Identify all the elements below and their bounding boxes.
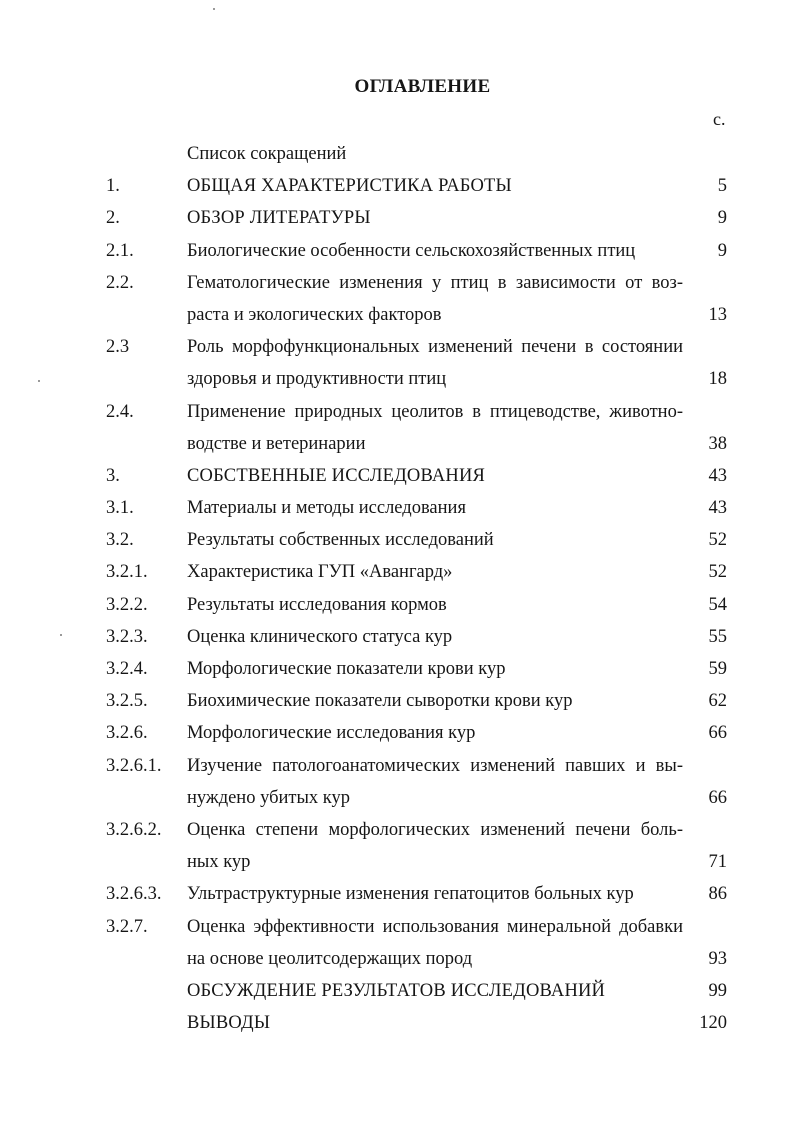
toc-entry-page: 5: [717, 176, 727, 197]
toc-entry-number: 2.2.: [106, 272, 134, 293]
page-title: ОГЛАВЛЕНИЕ: [354, 76, 491, 97]
toc-entry-number: 3.2.6.1.: [106, 755, 162, 776]
toc-entry-number: 3.1.: [106, 498, 134, 519]
toc-entry: [0, 202, 797, 234]
toc-entry: [0, 878, 797, 910]
toc-entry-title: Морфологические исследования кур: [187, 723, 476, 744]
toc-entry-title: Характеристика ГУП «Авангард»: [187, 562, 453, 583]
toc-entry-title: Оценка эффективности использования минеральной добавки: [187, 916, 683, 937]
toc-entry: [0, 363, 797, 395]
toc-entry-title: ных кур: [187, 852, 251, 873]
toc-entry-number: 3.2.7.: [106, 916, 148, 937]
toc-entry: [0, 524, 797, 556]
toc-entry-title: здоровья и продуктивности птиц: [187, 369, 447, 390]
toc-entry-title: ОБЩАЯ ХАРАКТЕРИСТИКА РАБОТЫ: [187, 176, 512, 197]
toc-entry-page: 99: [708, 980, 727, 1001]
toc-entry-title: нуждено убитых кур: [187, 787, 351, 808]
toc-entry-number: 1.: [106, 176, 120, 197]
toc-entry-page: 54: [708, 594, 727, 615]
toc-entry-number: 3.2.4.: [106, 659, 148, 679]
toc-entry: [0, 911, 797, 943]
toc-entry: [0, 396, 797, 428]
toc-entry: [0, 975, 797, 1007]
toc-entry-number: 3.2.6.2.: [106, 819, 162, 840]
toc-entry-title: ВЫВОДЫ: [187, 1013, 271, 1034]
toc-entry: [0, 428, 797, 460]
toc-entry: [0, 492, 797, 524]
toc-entry-page: 120: [699, 1013, 727, 1034]
toc-entry-page: 9: [717, 240, 727, 261]
toc-entry-page: 55: [708, 626, 727, 647]
toc-entry: [0, 782, 797, 814]
toc-entry-page: 13: [708, 304, 727, 325]
toc-entry: [0, 1007, 797, 1039]
toc-entry-number: 3.: [106, 465, 120, 486]
scan-speck: [213, 8, 215, 10]
toc-entry-page: 52: [708, 530, 727, 551]
toc-entry: [0, 717, 797, 749]
toc-entry-title: ОБЗОР ЛИТЕРАТУРЫ: [187, 208, 371, 229]
toc-entry-title: Биохимические показатели сыворотки крови кур: [187, 691, 573, 712]
toc-entry: [0, 267, 797, 299]
toc-entry-page: 62: [708, 691, 727, 712]
toc-entry: [0, 170, 797, 202]
toc-entry: [0, 589, 797, 621]
toc-entry-page: 59: [708, 659, 727, 679]
toc-entry-number: 2.: [106, 208, 120, 229]
toc-entry-number: 3.2.3.: [106, 626, 148, 647]
toc-entry: [0, 750, 797, 782]
toc-entry-title: Изучение патологоанатомических изменений павших и вы-: [187, 755, 683, 776]
toc-entry: [0, 685, 797, 717]
toc-entry-title: СОБСТВЕННЫЕ ИССЛЕДОВАНИЯ: [187, 465, 486, 486]
toc-entry-number: 3.2.6.3.: [106, 884, 162, 905]
toc-entry-title: водстве и ветеринарии: [187, 433, 366, 454]
toc-entry-page: 43: [708, 498, 727, 519]
toc-entry-page: 52: [708, 562, 727, 583]
toc-entry-title: Результаты собственных исследований: [187, 530, 494, 551]
toc-entry-number: 2.3: [106, 337, 130, 358]
toc-entry-title: ОБСУЖДЕНИЕ РЕЗУЛЬТАТОВ ИССЛЕДОВАНИЙ: [187, 980, 606, 1001]
toc-entry-title: Ультраструктурные изменения гепатоцитов больных кур: [187, 884, 634, 905]
toc-entry-number: 3.2.5.: [106, 691, 148, 712]
toc-entry-page: 71: [708, 852, 727, 873]
scan-speck: [38, 380, 40, 382]
toc-entry: [0, 460, 797, 492]
toc-entry-title: Гематологические изменения у птиц в зависимости от воз-: [187, 272, 683, 293]
toc-entry: [0, 846, 797, 878]
toc-entry-number: 3.2.6.: [106, 723, 148, 744]
toc-entry: [0, 299, 797, 331]
toc-entry-title: Применение природных цеолитов в птицеводстве, животно-: [187, 401, 683, 422]
toc-entry-number: 3.2.: [106, 530, 134, 551]
toc-entry-title: на основе цеолитсодержащих пород: [187, 948, 473, 969]
toc-entry: [0, 621, 797, 653]
toc-entry-page: 86: [708, 884, 727, 905]
toc-entry-number: 2.1.: [106, 240, 134, 261]
toc-entry: [0, 235, 797, 267]
toc-entry-number: 3.2.1.: [106, 562, 148, 583]
toc-entry-title: Биологические особенности сельскохозяйственных птиц: [187, 240, 636, 261]
toc-entry-number: 3.2.2.: [106, 594, 148, 615]
toc-entry: [0, 653, 797, 685]
toc-entry-title: раста и экологических факторов: [187, 304, 442, 325]
toc-entry-number: 2.4.: [106, 401, 134, 422]
toc-entry: [0, 556, 797, 588]
toc-entry-title: Роль морфофункциональных изменений печени в состоянии: [187, 337, 683, 358]
toc-entry-title: Оценка степени морфологических изменений печени боль-: [187, 819, 683, 840]
toc-entry-page: 38: [708, 433, 727, 454]
toc-entry-title: Морфологические показатели крови кур: [187, 659, 506, 679]
toc-entry-title: Список сокращений: [187, 144, 347, 164]
toc-entry-page: 18: [708, 369, 727, 390]
toc-entry: [0, 331, 797, 363]
toc-entry-page: 93: [708, 948, 727, 969]
toc-entry-page: 9: [717, 208, 727, 229]
toc-entry-page: 43: [708, 465, 727, 486]
toc-entry-page: 66: [708, 787, 727, 808]
page-column-label: с.: [713, 109, 726, 129]
toc-entry-page: 66: [708, 723, 727, 744]
toc-entry: [0, 138, 797, 170]
toc-entry: [0, 814, 797, 846]
toc-entry-title: Оценка клинического статуса кур: [187, 626, 453, 647]
toc-entry: [0, 943, 797, 975]
toc-entry-title: Результаты исследования кормов: [187, 594, 447, 615]
table-of-contents: [0, 138, 797, 1039]
scan-speck: [60, 634, 62, 636]
toc-entry-title: Материалы и методы исследования: [187, 498, 466, 519]
